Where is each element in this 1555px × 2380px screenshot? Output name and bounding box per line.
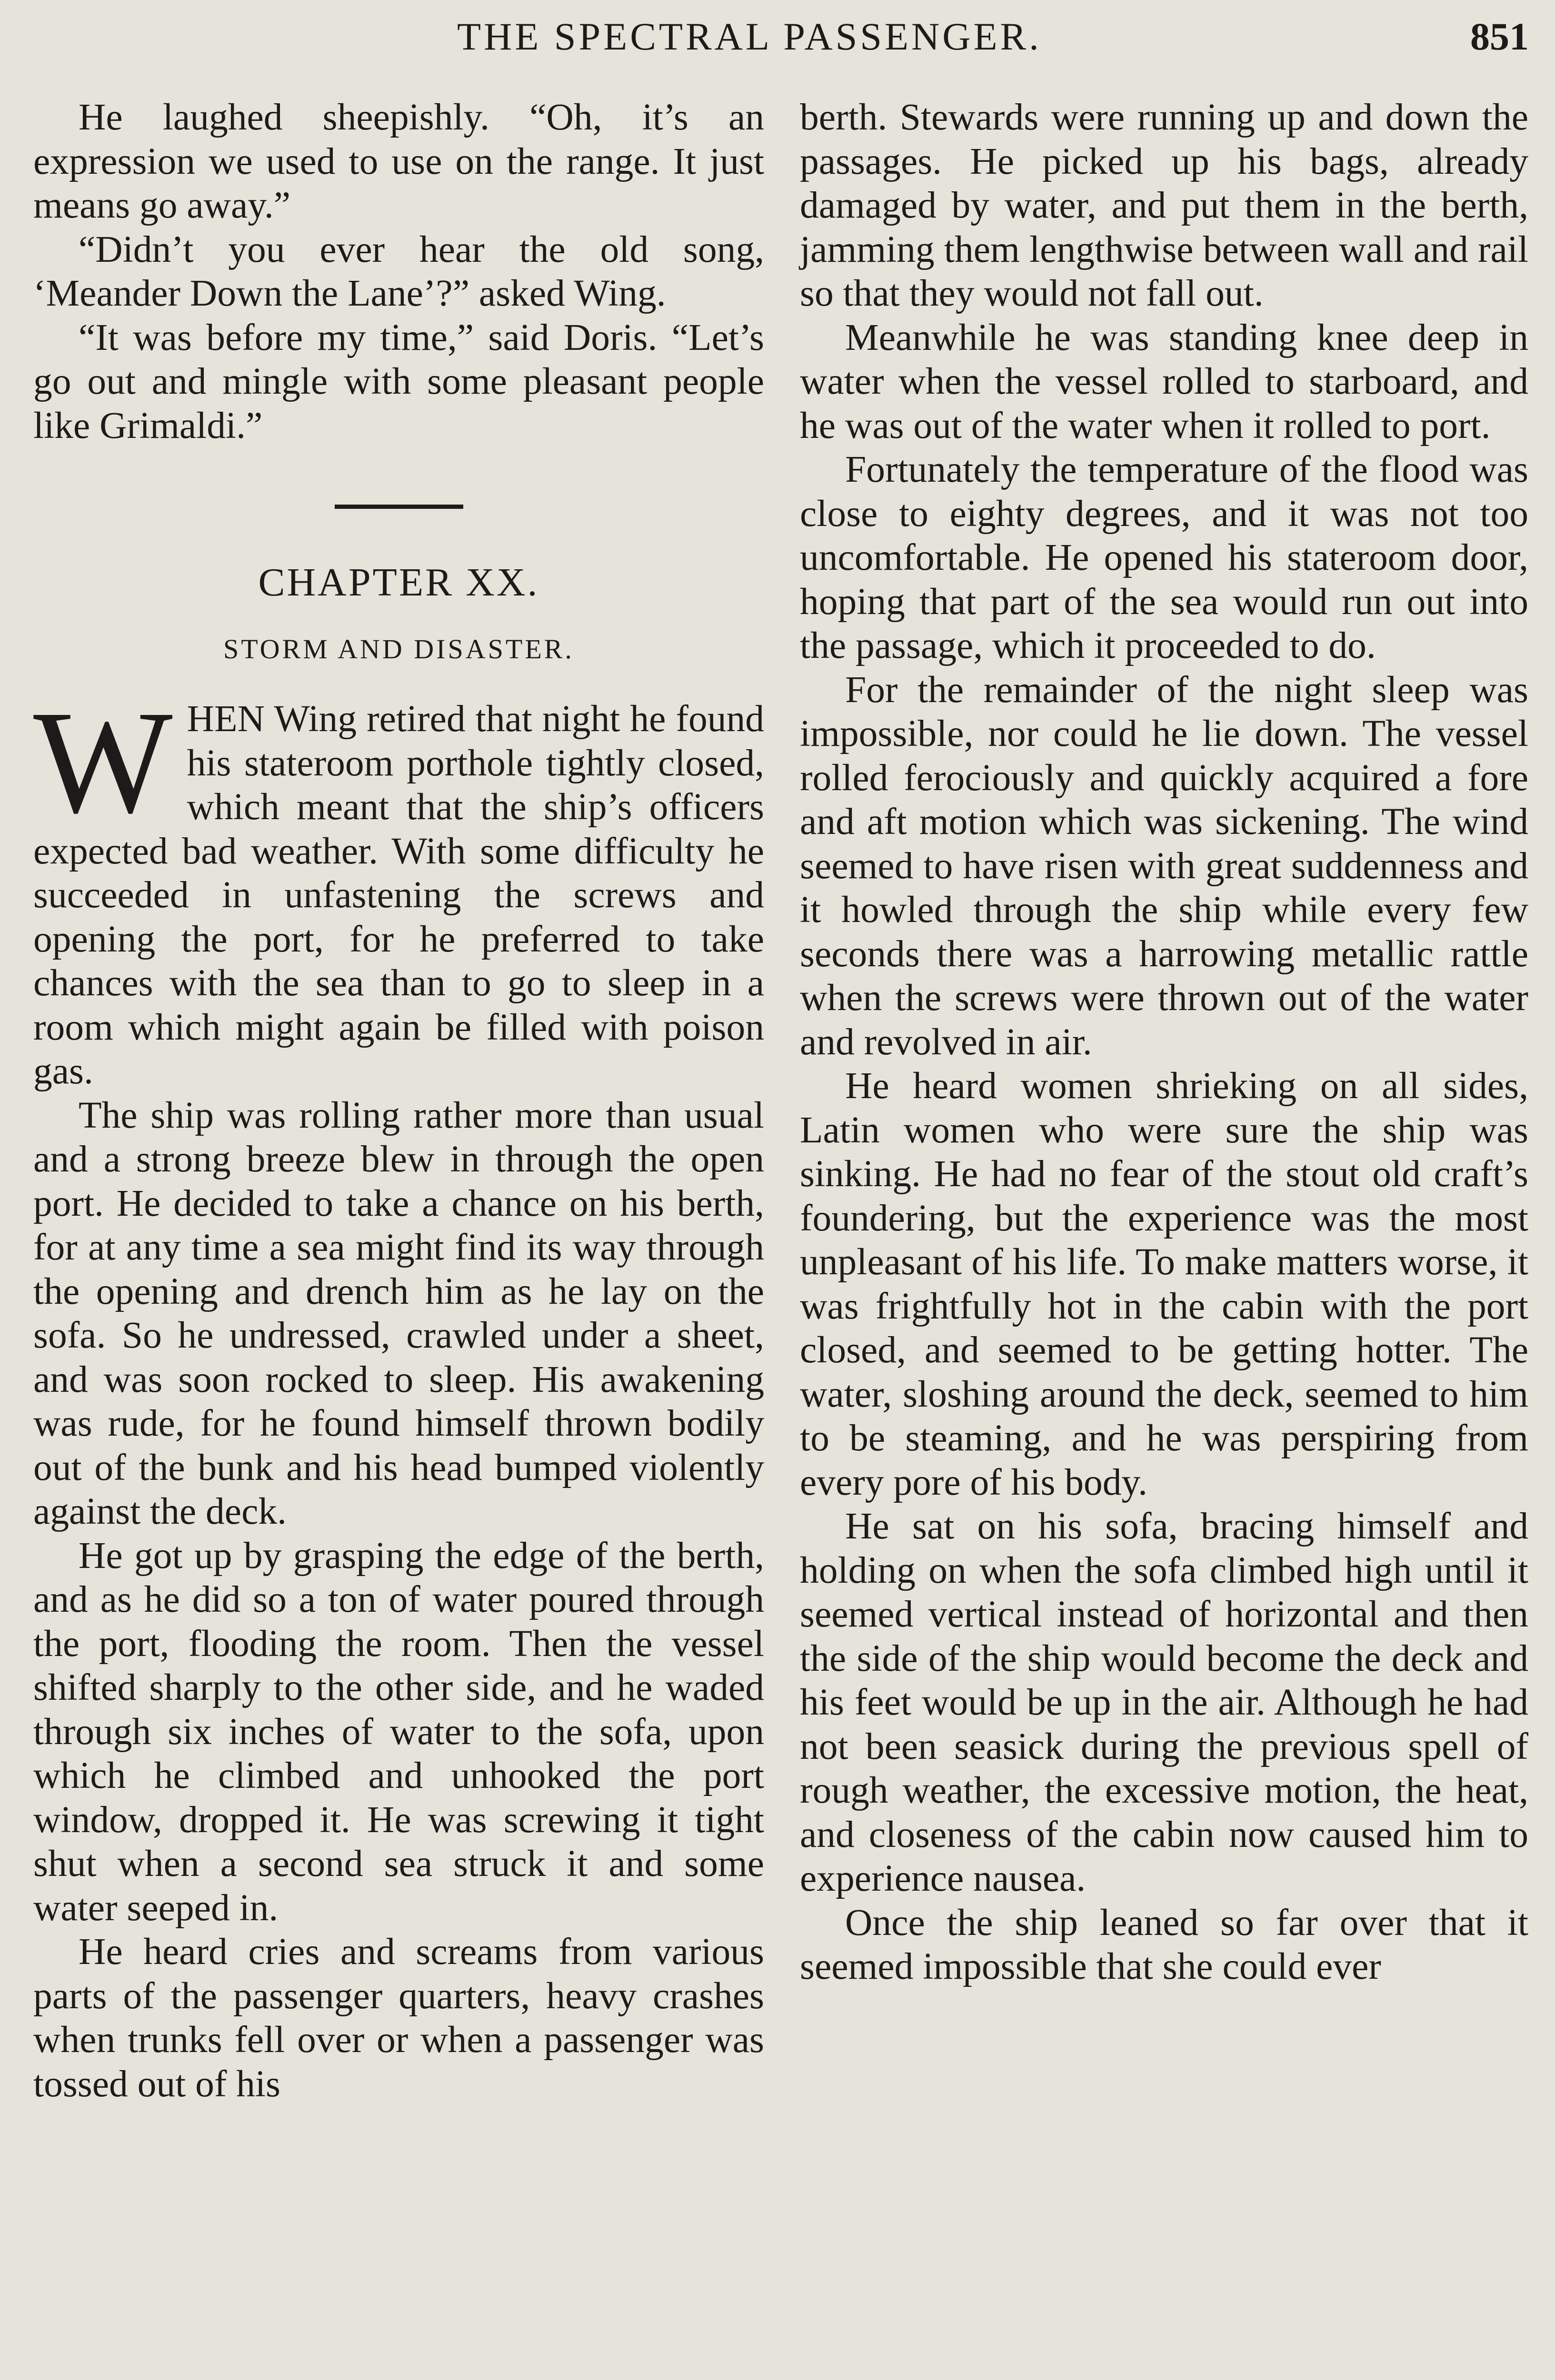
chapter-opening-paragraph (33, 681, 764, 1093)
paragraph: Fortunately the temperature of the flood was close to eighty degrees, and it was not too uncomfortable. He opened his stateroom door, hoping that part of the sea would run out into the passage, which it proceeded to do. (800, 448, 1528, 666)
continued-paragraph: berth. Stewards were running up and down the passages. He picked up his bags, already damaged by water, and put them in the berth, jamming them lengthwise between wall and rail so that they would not fall out. (800, 96, 1528, 314)
paragraph: Meanwhile he was standing knee deep in water when the vessel rolled to starboard, and he was out of the water when it rolled to port. (800, 316, 1528, 446)
paragraph: The ship was rolling rather more than usual and a strong breeze blew in through the open port. He decided to take a chance on his berth, for at any time a sea might find its way through the opening and drench him as he lay on the sofa. So he undressed, crawled under a sheet, and was soon rocked to sleep. His awakening was rude, for he found himself thrown bodily out of the bunk and his head bumped violently against the deck. (33, 1094, 764, 1532)
page-number: 851 (1470, 15, 1529, 58)
chapter-subtitle: STORM AND DISASTER. (223, 634, 574, 664)
left-column (33, 95, 764, 2106)
chapter-title: CHAPTER XX. (258, 560, 539, 605)
drop-cap: W (33, 681, 173, 844)
opening-paragraph-text: HEN Wing retired that night he found his stateroom porthole tightly closed, which meant that the ship’s officers expected bad weather. With some difficulty he succeeded in unfastening the screws and opening the port, for he preferred to take chances with the sea than to go to sleep in a room which might again be filled with poison gas. (33, 698, 764, 1092)
running-header (0, 14, 1555, 67)
section-divider (335, 505, 463, 509)
paragraph: “Didn’t you ever hear the old song, ‘Meander Down the Lane’?” asked Wing. (33, 228, 764, 314)
paragraph: He laughed sheepishly. “Oh, it’s an expression we used to use on the range. It just means go away.” (33, 96, 764, 226)
paragraph: Once the ship leaned so far over that it seemed impossible that she could ever (800, 1901, 1528, 1987)
paragraph: For the remainder of the night sleep was impossible, nor could he lie down. The vessel rolled ferociously and quickly acquired a fore and aft motion which was sickening. The wind seemed to have risen with great suddenness and it howled through the ship while every few seconds there was a harrowing metallic rattle when the screws were thrown out of the water and revolved in air. (800, 668, 1528, 1063)
right-column (800, 95, 1528, 1989)
paragraph: He heard women shrieking on all sides, Latin women who were sure the ship was sinking. He had no fear of the stout old craft’s foundering, but the experience was the most unpleasant of his life. To make matters worse, it was frightfully hot in the cabin with the port closed, and seemed to be getting hotter. The water, sloshing around the deck, seemed to him to be steaming, and he was perspiring from every pore of his body. (800, 1065, 1528, 1503)
paragraph: “It was before my time,” said Doris. “Let’s go out and mingle with some pleasant people like Grimaldi.” (33, 316, 764, 446)
paragraph: He sat on his sofa, bracing himself and holding on when the sofa climbed high until it seemed vertical instead of horizontal and then the side of the ship would become the deck and his feet would be up in the air. Although he had not been seasick during the previous spell of rough weather, the excessive motion, the heat, and closeness of the cabin now caused him to experience nausea. (800, 1505, 1528, 1899)
paragraph: He heard cries and screams from various parts of the passenger quarters, heavy crashes when trunks fell over or when a passenger was tossed out of his (33, 1931, 764, 2105)
running-title: THE SPECTRAL PASSENGER. (457, 15, 1042, 58)
paragraph: He got up by grasping the edge of the berth, and as he did so a ton of water poured through the port, flooding the room. Then the vessel shifted sharply to the other side, and he waded through six inches of water to the sofa, upon which he climbed and unhooked the port window, dropped it. He was screwing it tight shut when a second sea struck it and some water seeped in. (33, 1534, 764, 1929)
